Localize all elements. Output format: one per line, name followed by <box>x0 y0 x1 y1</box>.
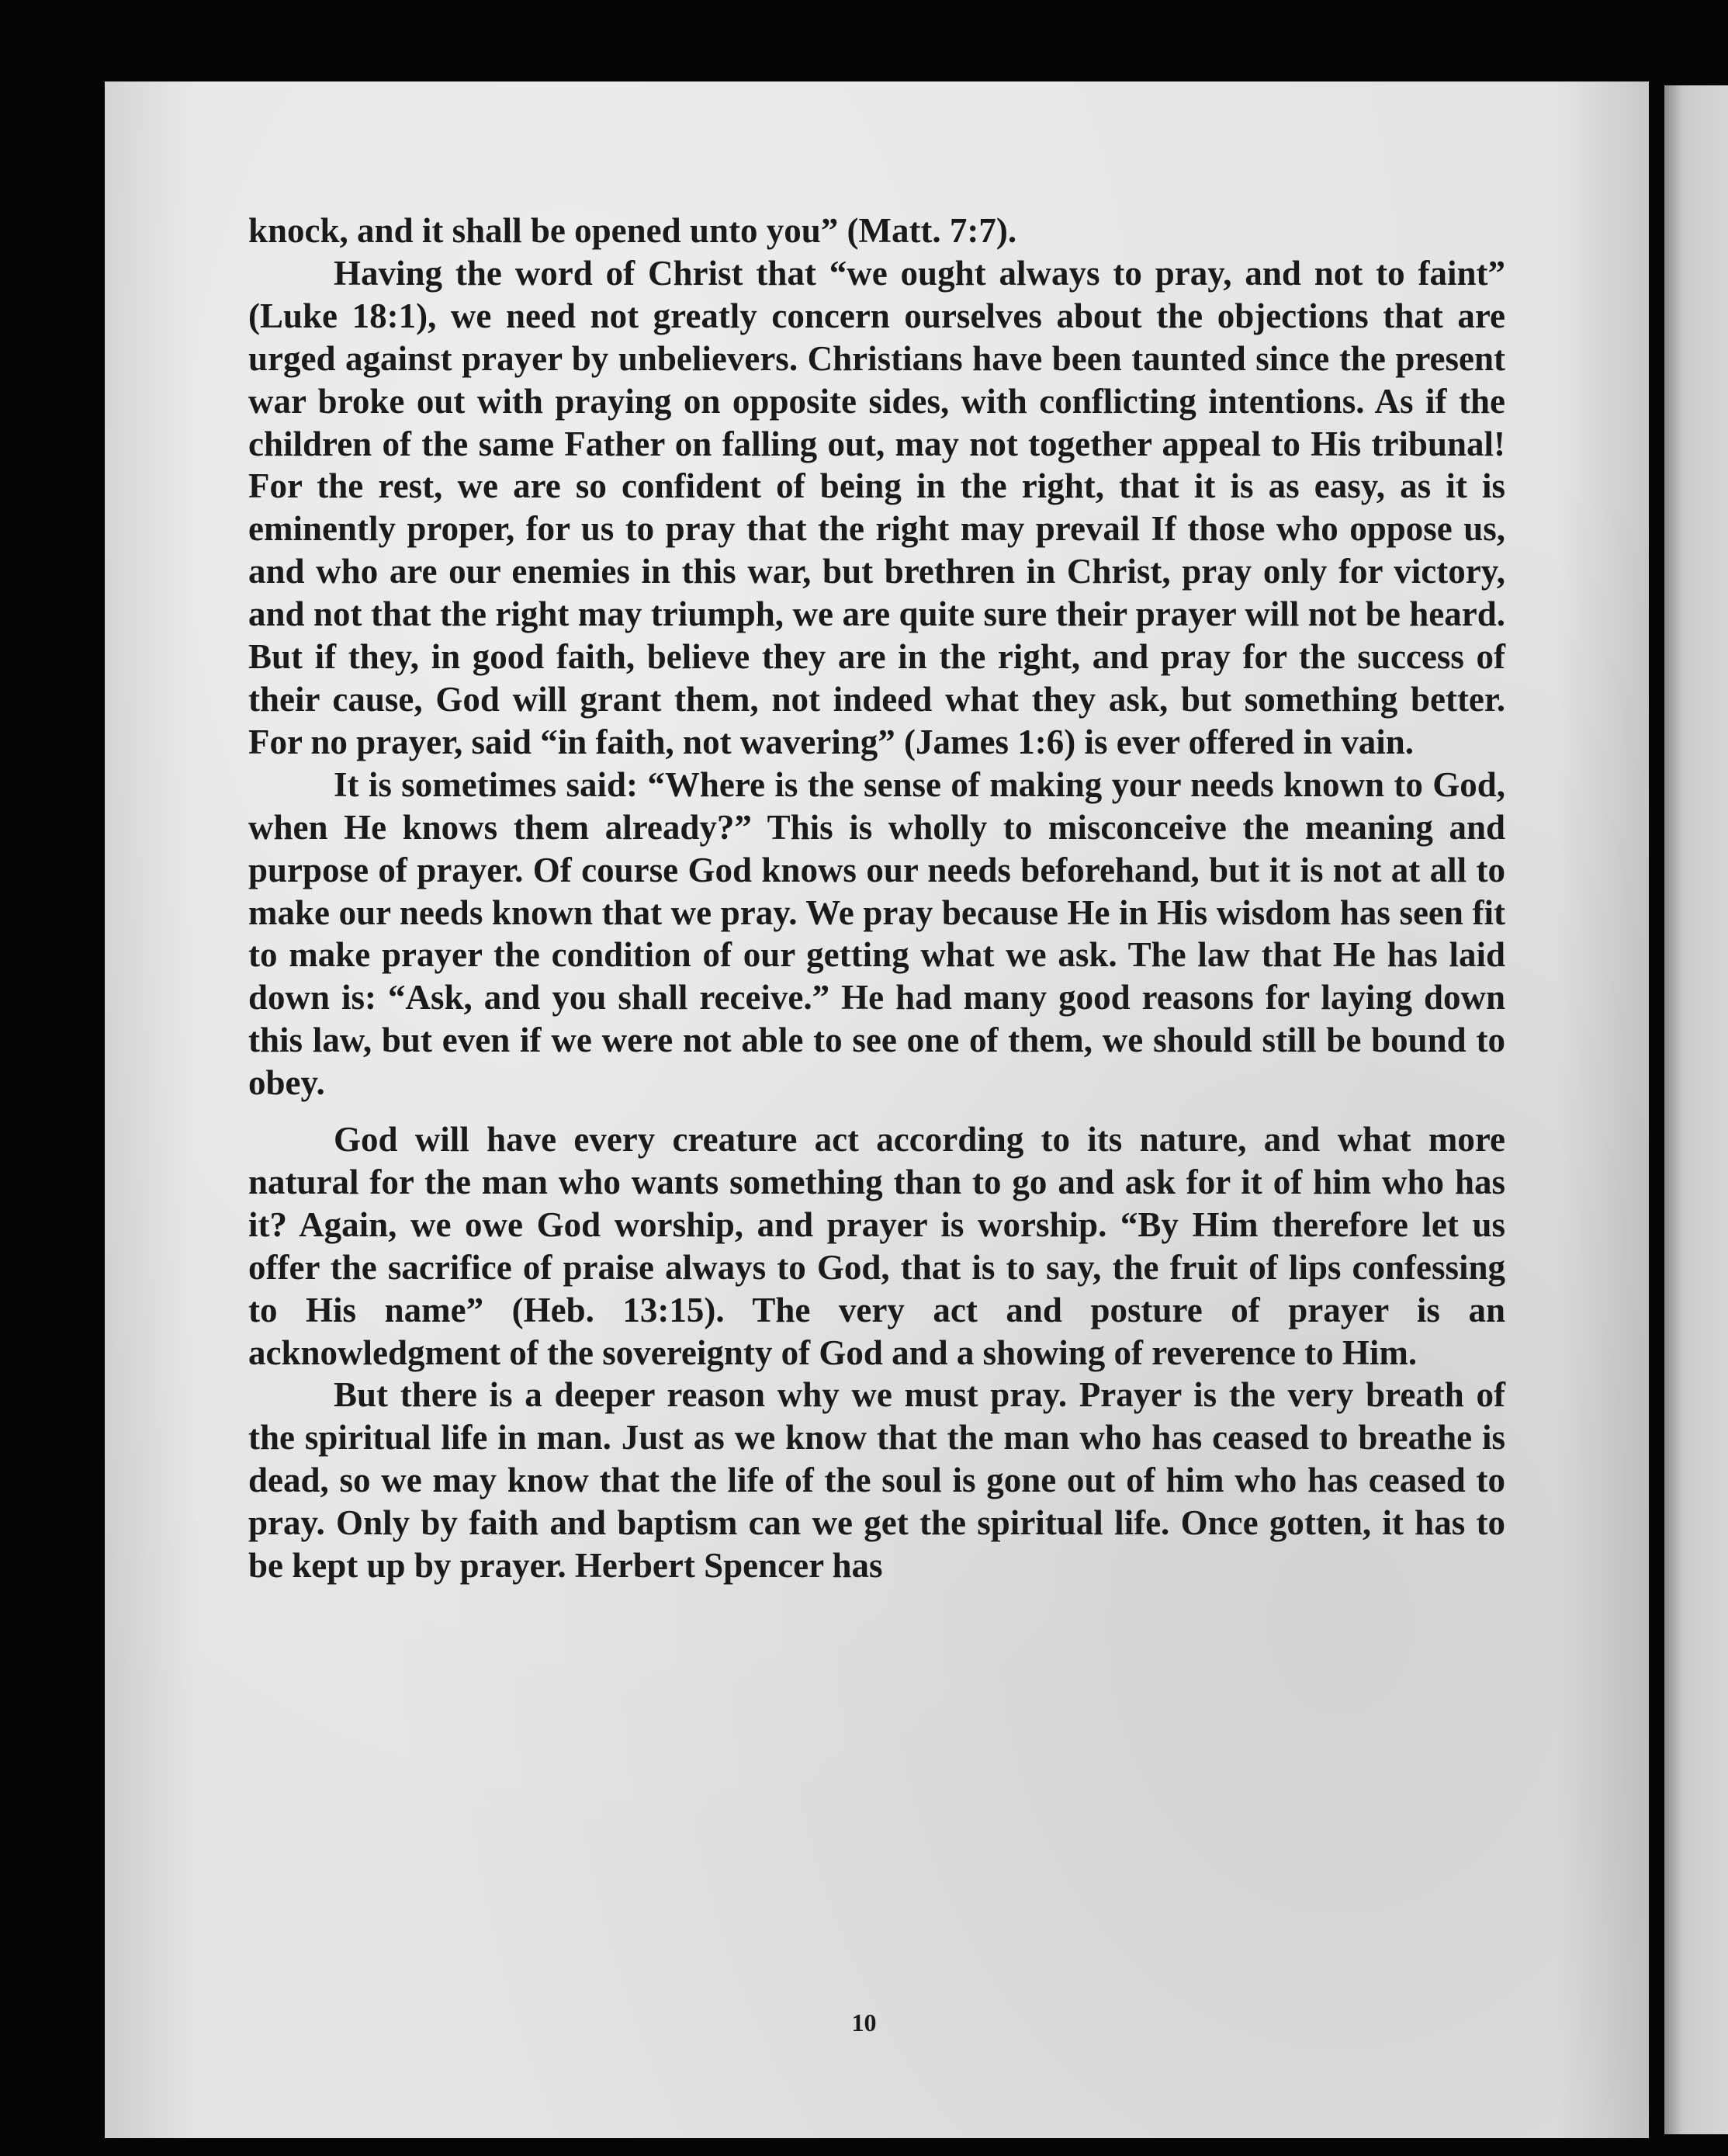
paragraph: It is sometimes said: “Where is the sense of making your needs known to God, when He knows them already?” This is wholly to misconceive the meaning and purpose of prayer. Of course God knows our needs beforehand, but it is not at all to make our needs known that we pray. We pray because He in His wisdom has seen fit to make prayer the condition of our getting what we ask. The law that He has laid down is: “Ask, and you shall receive.” He had many good reasons for laying down this law, but even if we were not able to see one of them, we should still be bound to obey. <box>248 764 1505 1103</box>
page-number: 10 <box>851 2009 877 2036</box>
facing-page-edge <box>1664 85 1728 2134</box>
paragraph: God will have every creature act according to its nature, and what more natural for the man who wants something than to go and ask for it of him who has it? Again, we owe God worship, and prayer is worship. “By Him therefore let us offer the sacrifice of praise always to God, that is to say, the fruit of lips confessing to His name” (Heb. 13:15). The very act and posture of prayer is an acknowledgment of the sovereignty of God and a showing of reverence to Him. <box>248 1120 1505 1372</box>
paragraph-continuation: knock, and it shall be opened unto you” (Matt. 7:7). <box>248 211 1017 250</box>
paragraph: Having the word of Christ that “we ought always to pray, and not to faint” (Luke 18:1), we need not greatly concern ourselves about the objections that are urged against prayer by unbelievers. Christians have been taunted since the present war broke out with praying on opposite sides, with conflicting intentions. As if the children of the same Father on falling out, may not together appeal to His tribunal! For the rest, we are so confident of being in the right, that it is as easy, as it is eminently proper, for us to pray that the right may prevail If those who oppose us, and who are our enemies in this war, but brethren in Christ, pray only for victory, and not that the right may triumph, we are quite sure their prayer will not be heard. But if they, in good faith, believe they are in the right, and pray for the success of their cause, God will grant them, not indeed what they ask, but something better. For no prayer, said “in faith, not wavering” (James 1:6) is ever offered in vain. <box>248 253 1505 761</box>
page-text <box>248 210 1505 1587</box>
paragraph: But there is a deeper reason why we must pray. Prayer is the very breath of the spiritual life in man. Just as we know that the man who has ceased to breathe is dead, so we may know that the life of the soul is gone out of him who has ceased to pray. Only by faith and baptism can we get the spiritual life. Once gotten, it has to be kept up by prayer. Herbert Spencer has <box>248 1375 1505 1586</box>
